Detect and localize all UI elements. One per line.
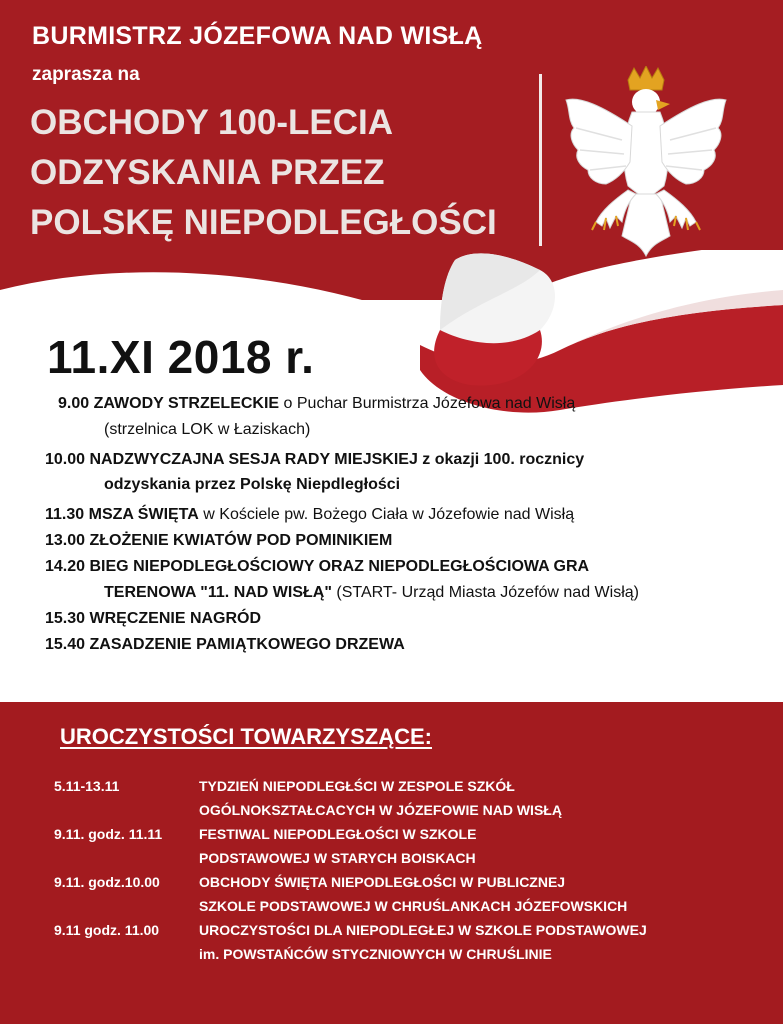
schedule-time: 11.30	[45, 506, 85, 523]
schedule-title: BIEG NIEPODLEGŁOŚCIOWY ORAZ NIEPODLEGŁOŚCIOWA GRA	[89, 558, 590, 575]
white-eagle-emblem-icon	[562, 66, 730, 262]
event-headline	[30, 98, 497, 248]
schedule-desc: (START- Urząd Miasta Józefów nad Wisłą)	[331, 584, 639, 601]
schedule-item-line2: odzyskania przez Polskę Niepdległości	[104, 476, 401, 493]
schedule-time: 14.20	[45, 558, 86, 575]
schedule-time: 15.30	[45, 610, 86, 627]
schedule-title: MSZA ŚWIĘTA	[88, 506, 199, 523]
event-when: 9.11 godz. 11.00	[54, 922, 160, 938]
headline-line-3: POLSKĘ NIEPODLEGŁOŚCI	[30, 203, 497, 242]
schedule-desc: w Kościele pw. Bożego Ciała w Józefowie nad Wisłą	[198, 506, 575, 523]
headline-line-2: ODZYSKANIA PRZEZ	[30, 153, 385, 192]
event-what: UROCZYSTOŚCI DLA NIEPODLEGŁEJ W SZKOLE PODSTAWOWEJ	[199, 922, 647, 938]
schedule-title: ZASADZENIE PAMIĄTKOWEGO DRZEWA	[89, 636, 405, 653]
schedule-title: ZAWODY STRZELECKIE	[93, 395, 280, 412]
schedule-title: WRĘCZENIE NAGRÓD	[89, 610, 262, 627]
schedule-title: NADZWYCZAJNA SESJA RADY MIEJSKIEJ z okazji 100. rocznicy	[89, 451, 585, 468]
event-what: TYDZIEŃ NIEPODLEGŁŚCI W ZESPOLE SZKÓŁ	[199, 778, 515, 794]
schedule-item	[45, 558, 589, 576]
event-what-line2: SZKOLE PODSTAWOWEJ W CHRUŚLANKACH JÓZEFOWSKICH	[199, 898, 628, 914]
invite-text: zaprasza na	[32, 64, 140, 85]
schedule-item	[45, 532, 392, 550]
organizer-title: BURMISTRZ JÓZEFOWA NAD WISŁĄ	[32, 22, 483, 50]
schedule-title-cont: TERENOWA "11. NAD WISŁĄ"	[104, 584, 332, 601]
headline-line-1: OBCHODY 100-LECIA	[30, 103, 394, 142]
schedule-time: 9.00	[58, 395, 90, 412]
schedule-desc: o Puchar Burmistrza Józefowa nad Wisłą	[279, 395, 576, 412]
accompanying-title: UROCZYSTOŚCI TOWARZYSZĄCE:	[60, 724, 432, 749]
event-what-line2: im. POWSTAŃCÓW STYCZNIOWYCH W CHRUŚLINIE	[199, 946, 552, 962]
event-date: 11.XI 2018 r.	[47, 331, 315, 383]
event-what-line2: PODSTAWOWEJ W STARYCH BOISKACH	[199, 850, 476, 866]
event-when: 9.11. godz. 11.11	[54, 826, 163, 842]
schedule-item	[45, 506, 574, 524]
schedule-time: 15.40	[45, 636, 86, 653]
schedule-item	[45, 610, 261, 628]
schedule-item	[45, 636, 405, 654]
event-what: FESTIWAL NIEPODLEGŁOŚCI W SZKOLE	[199, 826, 477, 842]
schedule-item	[58, 395, 575, 413]
schedule-title: ZŁOŻENIE KWIATÓW POD POMINIKIEM	[89, 532, 393, 549]
divider	[539, 74, 542, 246]
event-when: 9.11. godz.10.00	[54, 874, 160, 890]
schedule-item	[45, 451, 584, 469]
schedule-time: 13.00	[45, 532, 86, 549]
schedule-item-line2	[104, 584, 639, 602]
event-what: OBCHODY ŚWIĘTA NIEPODLEGŁOŚCI W PUBLICZNEJ	[199, 874, 566, 890]
schedule-item-line2: (strzelnica LOK w Łaziskach)	[104, 421, 311, 438]
schedule-time: 10.00	[45, 451, 86, 468]
event-when: 5.11-13.11	[54, 778, 120, 794]
event-what-line2: OGÓLNOKSZTAŁCACYCH W JÓZEFOWIE NAD WISŁĄ	[199, 802, 562, 818]
